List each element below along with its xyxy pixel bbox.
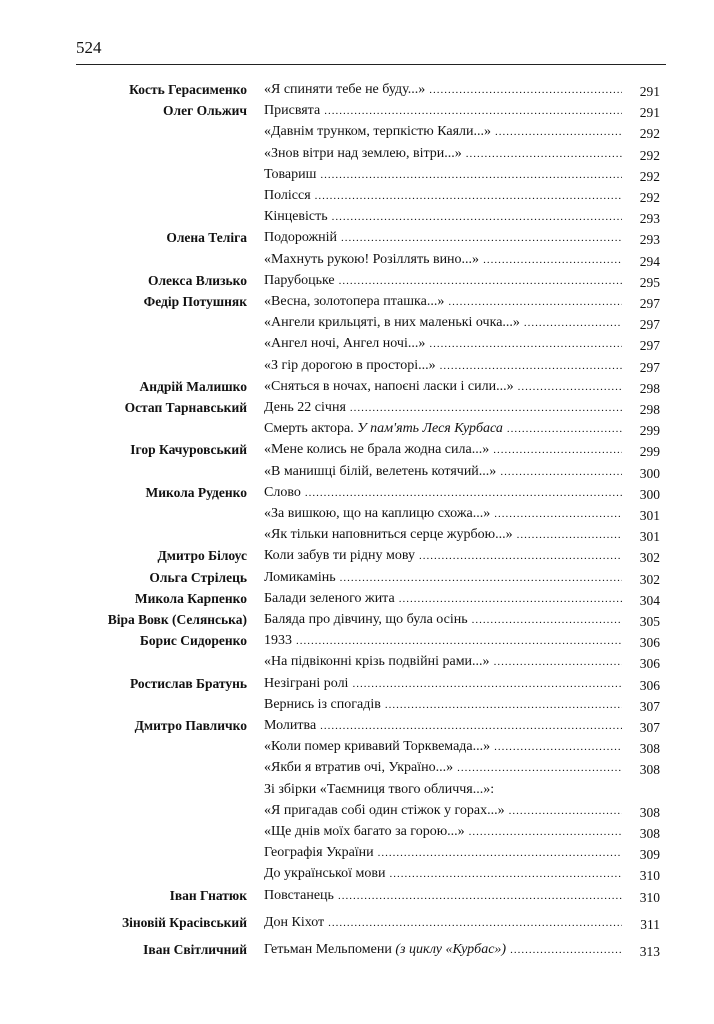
toc-page-number: 307: [639, 698, 660, 714]
toc-entry: [264, 716, 622, 736]
dot-leader: [495, 122, 622, 142]
dot-leader: [399, 589, 622, 609]
toc-row: [0, 716, 714, 736]
toc-title: Гетьман Мельпомени (з циклу «Курбас»): [264, 942, 507, 957]
toc-title: Присвята: [264, 103, 321, 119]
toc-page-number: 297: [639, 338, 660, 354]
toc-entry: [264, 165, 622, 185]
toc-title: «Давнім трунком, терпкістю Каяли...»: [264, 124, 491, 140]
toc-row: [0, 674, 714, 694]
toc-title: Географія України: [264, 845, 374, 861]
toc-row: [0, 80, 714, 100]
toc-author: Борис Сидоренко: [139, 633, 247, 649]
toc-page-number: 311: [640, 916, 660, 932]
toc-title: День 22 січня: [264, 400, 346, 415]
toc-page-number: 308: [639, 741, 660, 757]
toc-author: Кость Герасименко: [129, 82, 247, 97]
toc-row: [0, 695, 714, 715]
toc-page-number: 299: [639, 423, 660, 439]
toc-page-number: 297: [639, 359, 660, 375]
toc-title: «Як тільки наповниться серце журбою...»: [264, 527, 513, 543]
toc-entry: [264, 674, 622, 694]
toc-title: Смерть актора. У пам'ять Леся Курбаса: [264, 421, 503, 437]
toc-title: «Махнуть рукою! Розіллять вино...»: [264, 251, 480, 267]
toc-entry: [264, 546, 622, 566]
toc-entry: [264, 250, 622, 270]
toc-entry: [264, 801, 622, 821]
toc-page-number: 294: [639, 253, 660, 269]
toc-title: «Я пригадав собі один стіжок у горах...»: [264, 802, 505, 818]
toc-entry: [264, 695, 622, 715]
dot-leader: [524, 313, 622, 333]
toc-entry: [264, 737, 622, 757]
dot-leader: [320, 716, 622, 736]
toc-page-number: 302: [639, 571, 660, 587]
toc-page-number: 298: [639, 402, 660, 417]
toc-row: [0, 568, 714, 588]
toc-page-number: 291: [639, 84, 660, 99]
toc-entry: [264, 313, 622, 333]
toc-page-number: 293: [639, 232, 660, 248]
dot-leader: [419, 546, 622, 566]
dot-leader: [494, 737, 622, 757]
toc-title: Молитва: [264, 718, 317, 733]
toc-entry: [264, 122, 622, 142]
toc-page-number: 293: [639, 211, 660, 227]
toc-title: «Коли помер кривавий Торквемада...»: [264, 739, 491, 755]
toc-title: «Ще днів моїх багато за горою...»: [264, 824, 465, 839]
toc-author: Федір Потушняк: [143, 294, 247, 309]
toc-title: «За вишкою, що на каплицю схожа...»: [264, 506, 491, 521]
toc-title: «Сняться в ночах, напоєні ласки і сили...»: [264, 378, 514, 394]
toc-row: [0, 631, 714, 651]
dot-leader: [305, 483, 622, 503]
toc-title: Зі збірки «Таємниця твого обличчя...»:: [264, 781, 495, 797]
toc-page-number: 301: [639, 508, 660, 523]
toc-author: Іван Світличний: [143, 942, 247, 957]
toc-entry: [264, 652, 622, 672]
toc-page-number: 298: [639, 380, 660, 396]
toc-row: [0, 758, 714, 778]
toc-row: [0, 250, 714, 270]
toc-entry: [264, 758, 622, 778]
dot-leader: [517, 525, 622, 545]
dot-leader: [429, 80, 622, 100]
toc-entry: [264, 419, 622, 439]
toc-page-number: 295: [639, 274, 660, 290]
toc-row: [0, 228, 714, 248]
dot-leader: [472, 610, 622, 630]
toc-author: Дмитро Павличко: [134, 718, 247, 733]
toc-page-number: 300: [639, 486, 660, 502]
dot-leader: [429, 334, 622, 354]
toc-title: Коли забув ти рідну мову: [264, 548, 415, 564]
toc-title: «Мене колись не брала жодна сила...»: [264, 442, 490, 458]
toc-entry: [264, 271, 622, 291]
toc-title: «Я спиняти тебе не буду...»: [264, 82, 426, 97]
toc-row: [0, 737, 714, 757]
toc-page-number: 292: [639, 168, 660, 184]
toc-page-number: 307: [639, 720, 660, 735]
toc-row: [0, 398, 714, 418]
dot-leader: [332, 207, 622, 227]
dot-leader: [510, 940, 622, 960]
toc-title: Кінцевість: [264, 209, 328, 225]
toc-author: Андрій Малишко: [139, 378, 247, 394]
toc-author: Ростислав Братунь: [130, 675, 247, 691]
toc-page-number: 301: [639, 529, 660, 545]
toc-page-number: 302: [639, 550, 660, 566]
toc-title: Незіграні ролі: [264, 675, 349, 691]
toc-row: [0, 589, 714, 609]
toc-author: Олекса Влизько: [147, 272, 247, 288]
toc-entry: [264, 101, 622, 121]
toc-entry: [264, 610, 622, 630]
toc-entry: [264, 886, 622, 906]
dot-leader: [390, 864, 623, 884]
toc-title-italic: У пам'ять Леся Курбаса: [357, 421, 503, 437]
toc-row: [0, 122, 714, 142]
dot-leader: [315, 186, 622, 206]
toc-row: [0, 610, 714, 630]
toc-title: Полісся: [264, 188, 311, 203]
toc-title: «На підвіконні крізь подвійні рами...»: [264, 654, 490, 670]
toc-page-number: 292: [639, 190, 660, 205]
dot-leader: [385, 695, 622, 715]
dot-leader: [341, 228, 622, 248]
dot-leader: [324, 101, 622, 121]
toc-title: «Знов вітри над землею, вітри...»: [264, 145, 462, 161]
toc-page-number: 304: [639, 592, 660, 608]
toc-entry: [264, 589, 622, 609]
toc-title: Подорожній: [264, 230, 338, 246]
toc-entry: [264, 356, 622, 376]
dot-leader: [494, 504, 622, 524]
toc-entry: [264, 80, 622, 100]
toc-author: Ольга Стрілець: [149, 569, 247, 585]
dot-leader: [466, 144, 622, 164]
dot-leader: [339, 271, 622, 291]
toc-row: [0, 801, 714, 821]
toc-page-number: 292: [639, 126, 660, 142]
toc-row: [0, 207, 714, 227]
toc-title: «Весна, золотопера пташка...»: [264, 294, 445, 309]
toc-author: Віра Вовк (Селянська): [107, 612, 247, 627]
toc-entry: [264, 207, 622, 227]
dot-leader: [296, 631, 622, 651]
toc-row: [0, 652, 714, 672]
toc-row: [0, 913, 714, 933]
toc-row: [0, 940, 714, 960]
toc-row: [0, 504, 714, 524]
toc-title: «З гір дорогою в просторі...»: [264, 357, 436, 373]
page-number: 524: [76, 38, 102, 57]
toc-row: [0, 886, 714, 906]
toc-row: [0, 546, 714, 566]
toc-author: Остап Тарнавський: [124, 400, 247, 415]
dot-leader: [440, 356, 622, 376]
toc-entry: [264, 940, 622, 960]
header-rule: [76, 64, 666, 65]
toc-row: [0, 186, 714, 206]
toc-row: [0, 419, 714, 439]
toc-page-number: 300: [639, 465, 660, 481]
toc-row: [0, 165, 714, 185]
toc-entry: [264, 398, 622, 418]
toc-page-number: 297: [639, 296, 660, 311]
toc-title: До української мови: [264, 866, 386, 882]
dot-leader: [328, 913, 622, 933]
toc-entry: [264, 334, 622, 354]
toc-row: [0, 377, 714, 397]
toc-row: [0, 822, 714, 842]
toc-page-number: 306: [639, 656, 660, 672]
toc-entry: [264, 462, 622, 482]
toc-row: [0, 334, 714, 354]
toc-row: [0, 525, 714, 545]
toc-entry: [264, 843, 622, 863]
toc-row: [0, 843, 714, 863]
toc-page-number: 292: [639, 147, 660, 163]
toc-page-number: 310: [639, 868, 660, 884]
toc-page-number: 299: [639, 444, 660, 460]
toc-page-number: 305: [639, 614, 660, 629]
toc-page-number: 297: [639, 317, 660, 333]
toc-entry: [264, 504, 622, 524]
toc-author: Ігор Качуровський: [130, 442, 247, 458]
toc-entry: [264, 377, 622, 397]
toc-row: [0, 462, 714, 482]
toc-title: Ломикамінь: [264, 569, 336, 585]
toc-entry: [264, 780, 622, 800]
dot-leader: [350, 398, 622, 418]
dot-leader: [352, 674, 622, 694]
toc-title: Повстанець: [264, 887, 334, 903]
toc-entry: [264, 525, 622, 545]
toc-title: Дон Кіхот: [264, 914, 325, 930]
toc-title: «Якби я втратив очі, Україно...»: [264, 760, 454, 776]
toc-page-number: 291: [639, 105, 660, 121]
toc-title: «В манишці білій, велетень котячий...»: [264, 463, 497, 479]
toc-page-number: 313: [639, 944, 660, 959]
toc-author: Іван Гнатюк: [169, 887, 247, 903]
toc-title: Слово: [264, 484, 301, 500]
dot-leader: [457, 758, 622, 778]
toc-title: Вернись із спогадів: [264, 696, 381, 712]
toc-author: Микола Карпенко: [134, 590, 247, 606]
toc-page-number: 308: [639, 804, 660, 820]
toc-page-number: 310: [639, 889, 660, 905]
toc-title: Баляда про дівчину, що була осінь: [264, 612, 468, 627]
toc-title: Парубоцьке: [264, 272, 335, 288]
dot-leader: [507, 419, 622, 439]
dot-leader: [493, 440, 622, 460]
dot-leader: [518, 377, 622, 397]
toc-entry: [264, 822, 622, 842]
toc-entry: [264, 292, 622, 312]
toc-page-number: 308: [639, 826, 660, 841]
dot-leader: [448, 292, 622, 312]
dot-leader: [378, 843, 622, 863]
toc-entry: [264, 913, 622, 933]
dot-leader: [469, 822, 622, 842]
toc-title: Товариш: [264, 166, 317, 182]
toc-entry: [264, 440, 622, 460]
toc-row: [0, 483, 714, 503]
toc-row: [0, 144, 714, 164]
toc-author: Микола Руденко: [145, 484, 247, 500]
toc-entry: [264, 483, 622, 503]
toc-row: [0, 864, 714, 884]
toc-title: «Ангел ночі, Ангел ночі...»: [264, 336, 426, 352]
toc-row: [0, 292, 714, 312]
toc-row: [0, 440, 714, 460]
toc-entry: [264, 568, 622, 588]
toc-page-number: 308: [639, 762, 660, 778]
dot-leader: [340, 568, 622, 588]
toc-page-number: 306: [639, 677, 660, 693]
toc-row: [0, 313, 714, 333]
toc-title-italic: (з циклу «Курбас»): [395, 942, 507, 957]
toc-row: [0, 271, 714, 291]
toc-entry: [264, 228, 622, 248]
toc-title: 1933: [264, 633, 292, 649]
dot-leader: [320, 165, 622, 185]
toc-row: [0, 780, 714, 800]
toc-title: «Ангели крильцяті, в них маленькі очка...»: [264, 315, 520, 331]
toc-entry: [264, 864, 622, 884]
toc-entry: [264, 144, 622, 164]
toc-page-number: 309: [639, 847, 660, 863]
toc-author: Олег Ольжич: [163, 103, 247, 119]
toc-title: Балади зеленого жита: [264, 590, 395, 606]
toc-row: [0, 356, 714, 376]
dot-leader: [509, 801, 622, 821]
dot-leader: [494, 652, 622, 672]
dot-leader: [483, 250, 622, 270]
toc-page-number: 306: [639, 635, 660, 651]
toc-author: Зіновій Красівський: [122, 914, 247, 930]
toc-row: [0, 101, 714, 121]
dot-leader: [338, 886, 622, 906]
dot-leader: [500, 462, 622, 482]
toc-author: Дмитро Білоус: [157, 548, 247, 564]
toc-entry: [264, 186, 622, 206]
toc-author: Олена Теліга: [166, 230, 247, 246]
toc-entry: [264, 631, 622, 651]
